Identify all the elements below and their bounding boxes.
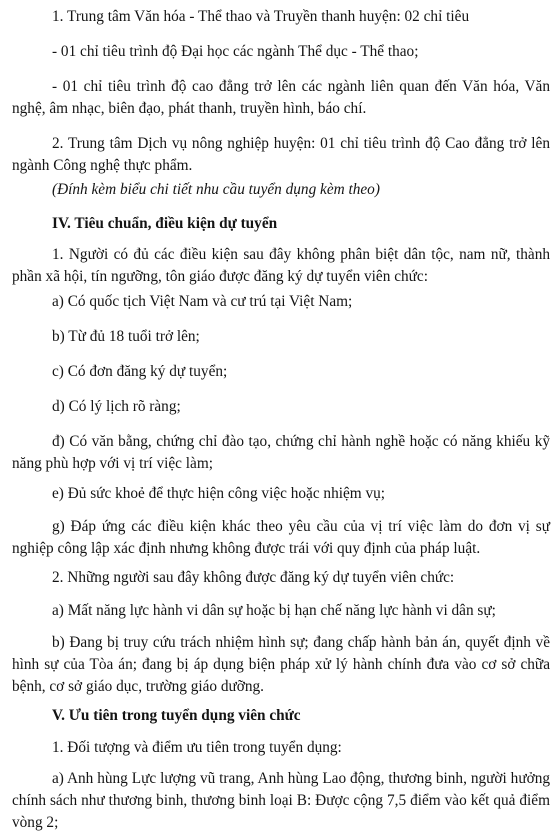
paragraph-2: - 01 chỉ tiêu trình độ Đại học các ngành Thể dục - Thể thao;: [52, 43, 419, 60]
item-a: a) Có quốc tịch Việt Nam và cư trú tại Việt Nam;: [52, 293, 353, 310]
item-d: d) Có lý lịch rõ ràng;: [52, 398, 181, 415]
paragraph-iv-1: 1. Người có đủ các điều kiện sau đây không phân biệt dân tộc, nam nữ, thành phần xã hội, tín ngưỡng, tôn giáo được đăng ký dự tuyển viên chức:: [12, 246, 550, 285]
paragraph-iv-2: 2. Những người sau đây không được đăng ký dự tuyển viên chức:: [52, 569, 455, 586]
paragraph-4: 2. Trung tâm Dịch vụ nông nghiệp huyện: 01 chỉ tiêu trình độ Cao đẳng trở lên ngành Công nghệ thực phẩm.: [12, 135, 550, 174]
item-2a: a) Mất năng lực hành vi dân sự hoặc bị hạn chế năng lực hành vi dân sự;: [52, 602, 496, 619]
item-b: b) Từ đủ 18 tuổi trở lên;: [52, 328, 200, 345]
item-dd: đ) Có văn bằng, chứng chỉ đào tạo, chứng chỉ hành nghề hoặc có năng khiếu kỹ năng phù hợp với vị trí việc làm;: [12, 433, 550, 472]
item-c: c) Có đơn đăng ký dự tuyển;: [52, 363, 228, 380]
item-2b: b) Đang bị truy cứu trách nhiệm hình sự; đang chấp hành bản án, quyết định về hình sự của Tòa án; đang bị áp dụng biện pháp xử lý hành chính đưa vào cơ sở chữa bệnh, cơ sở giáo dục, trường giáo dưỡng.: [12, 634, 550, 695]
item-e: e) Đủ sức khoẻ để thực hiện công việc hoặc nhiệm vụ;: [52, 485, 386, 502]
paragraph-v-1: 1. Đối tượng và điểm ưu tiên trong tuyển dụng:: [52, 739, 342, 756]
paragraph-1: 1. Trung tâm Văn hóa - Thể thao và Truyền thanh huyện: 02 chỉ tiêu: [52, 8, 470, 25]
section-heading-iv: IV. Tiêu chuẩn, điều kiện dự tuyển: [52, 215, 278, 232]
section-heading-v: V. Ưu tiên trong tuyển dụng viên chức: [52, 707, 301, 724]
item-g: g) Đáp ứng các điều kiện khác theo yêu cầu của vị trí việc làm do đơn vị sự nghiệp công lập xác định nhưng không được trái với quy định của pháp luật.: [12, 518, 550, 557]
paragraph-3: - 01 chỉ tiêu trình độ cao đẳng trở lên các ngành liên quan đến Văn hóa, Văn nghệ, âm nhạc, biên đạo, phát thanh, truyền hình, báo chí.: [12, 78, 550, 117]
attachment-note: (Đính kèm biểu chi tiết nhu cầu tuyển dụng kèm theo): [52, 181, 380, 198]
item-v-1a: a) Anh hùng Lực lượng vũ trang, Anh hùng Lao động, thương binh, người hưởng chính sách như thương binh, thương binh loại B: Được cộng 7,5 điểm vào kết quả điểm vòng 2;: [12, 770, 550, 831]
